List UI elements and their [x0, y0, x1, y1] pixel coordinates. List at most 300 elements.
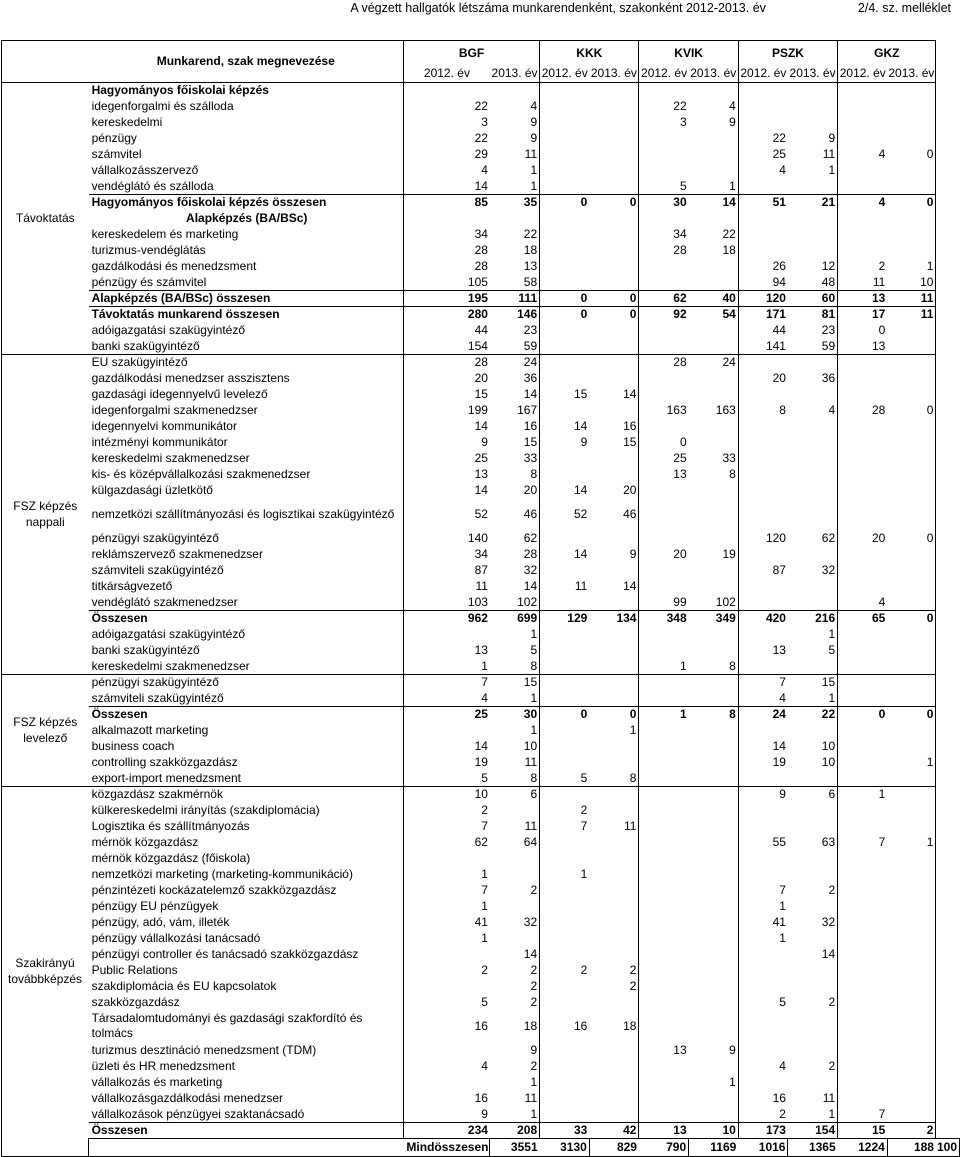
- value-cell: [887, 850, 936, 866]
- programme-label: titkárságvezető: [89, 578, 404, 594]
- value-cell: [838, 770, 888, 786]
- value-cell: [540, 402, 590, 418]
- value-cell: [838, 354, 888, 370]
- value-cell: [788, 1042, 838, 1058]
- value-cell: [639, 882, 689, 898]
- value-cell: [689, 962, 739, 978]
- value-cell: 0: [589, 706, 639, 722]
- programme-label: gazdálkodási és menedzsment: [89, 258, 404, 274]
- value-cell: [887, 1058, 936, 1074]
- value-cell: 20: [673, 547, 687, 561]
- table-row: [2, 658, 960, 674]
- value-cell: 9: [589, 546, 639, 562]
- value-cell: [689, 258, 739, 274]
- value-cell: [887, 178, 936, 194]
- value-cell: [838, 482, 888, 498]
- programme-label: mérnök közgazdász (főiskola): [89, 850, 404, 866]
- value-cell: [838, 370, 888, 386]
- value-cell: 699: [490, 610, 540, 626]
- value-cell: 140: [467, 531, 488, 545]
- group-label: Szakirányú továbbképzés: [2, 786, 89, 1156]
- value-cell: 3130: [540, 1138, 590, 1156]
- value-cell: [540, 642, 590, 658]
- value-cell: [689, 162, 739, 178]
- value-cell: [887, 738, 936, 754]
- table-row: [2, 898, 960, 914]
- value-cell: 2: [490, 882, 540, 898]
- value-cell: 2: [589, 978, 639, 994]
- table-row: [2, 418, 960, 434]
- value-cell: 8: [689, 706, 739, 722]
- value-cell: [639, 562, 689, 578]
- value-cell: 4: [481, 1059, 488, 1073]
- value-cell: [540, 242, 590, 258]
- value-cell: [689, 370, 739, 386]
- programme-label: idegenforgalmi szakmenedzser: [89, 402, 404, 418]
- programme-label: pénzügy, adó, vám, illeték: [89, 914, 404, 930]
- value-cell: [887, 466, 936, 482]
- value-cell: 16: [474, 1019, 488, 1033]
- programme-label: pénzügy vállalkozási tanácsadó: [89, 930, 404, 946]
- value-cell: 28: [871, 403, 886, 417]
- value-cell: 7: [481, 883, 488, 897]
- value-cell: 10: [490, 738, 540, 754]
- programme-label: vállalkozásszervező: [89, 162, 404, 178]
- value-cell: [540, 882, 590, 898]
- value-cell: [887, 242, 936, 258]
- value-cell: 0: [887, 706, 936, 722]
- value-cell: 11: [574, 579, 588, 593]
- value-cell: [887, 962, 936, 978]
- value-cell: [589, 754, 639, 770]
- value-cell: 11: [872, 274, 886, 289]
- value-cell: 4: [779, 163, 786, 177]
- year-header: 2013. év: [887, 64, 936, 82]
- programme-label: business coach: [89, 738, 404, 754]
- group-label: FSZ képzés nappali: [2, 354, 89, 674]
- programme-label: vendéglátó és szálloda: [89, 178, 404, 194]
- value-cell: 11: [490, 146, 540, 162]
- total-label: Távoktatás munkarend összesen: [89, 306, 404, 322]
- value-cell: [490, 82, 540, 98]
- value-cell: [540, 130, 590, 146]
- value-cell: [838, 866, 888, 882]
- programme-label: adóigazgatási szakügyintéző: [89, 626, 404, 642]
- value-cell: [589, 562, 639, 578]
- value-cell: 11: [490, 818, 540, 834]
- value-cell: [887, 930, 936, 946]
- value-cell: 208: [490, 1122, 540, 1138]
- value-cell: [639, 914, 689, 930]
- value-cell: 102: [689, 594, 739, 610]
- table-row: [2, 642, 960, 658]
- table-row: [2, 498, 960, 530]
- value-cell: [788, 578, 838, 594]
- value-cell: [887, 98, 936, 114]
- value-cell: 5: [679, 178, 687, 193]
- value-cell: [589, 1058, 639, 1074]
- value-cell: [838, 546, 888, 562]
- value-cell: [589, 178, 639, 194]
- value-cell: [887, 1090, 936, 1106]
- value-cell: 54: [689, 306, 739, 322]
- value-cell: [788, 594, 838, 610]
- value-cell: 11: [788, 146, 838, 162]
- value-cell: 7: [878, 1106, 886, 1121]
- value-cell: 1: [878, 787, 886, 802]
- value-cell: 111: [490, 290, 540, 306]
- value-cell: [788, 450, 838, 466]
- value-cell: [689, 866, 739, 882]
- programme-label: pénzügy: [89, 130, 404, 146]
- value-cell: [540, 354, 590, 370]
- value-cell: 10: [887, 274, 936, 290]
- year-header: 2013. év: [689, 64, 739, 82]
- value-cell: [788, 82, 838, 98]
- table-row: [2, 978, 960, 994]
- value-cell: 36: [490, 370, 540, 386]
- value-cell: 2: [887, 1122, 936, 1138]
- col-group-kvik: KVIK: [639, 41, 738, 65]
- value-cell: 3551: [490, 1138, 540, 1156]
- value-cell: 33: [540, 1122, 590, 1138]
- value-cell: [689, 674, 739, 690]
- value-cell: 1: [490, 162, 540, 178]
- value-cell: [788, 770, 838, 786]
- value-cell: [738, 546, 788, 562]
- value-cell: [738, 946, 788, 962]
- value-cell: [887, 162, 936, 178]
- value-cell: 12: [788, 258, 838, 274]
- value-cell: 34: [474, 227, 488, 241]
- value-cell: [838, 1010, 888, 1042]
- value-cell: [639, 642, 689, 658]
- value-cell: [589, 322, 639, 338]
- value-cell: 28: [474, 243, 488, 257]
- value-cell: [589, 226, 639, 242]
- value-cell: [838, 818, 888, 834]
- value-cell: 0: [589, 194, 639, 210]
- value-cell: [589, 466, 639, 482]
- section-subheading: Alapképzés (BA/BSc): [89, 210, 404, 226]
- value-cell: [639, 850, 689, 866]
- value-cell: 120: [738, 290, 788, 306]
- table-row: [2, 738, 960, 754]
- value-cell: 3: [679, 115, 687, 129]
- value-cell: [738, 114, 788, 130]
- value-cell: [838, 690, 888, 706]
- value-cell: 94: [772, 274, 786, 289]
- value-cell: [887, 418, 936, 434]
- value-cell: 154: [403, 338, 490, 354]
- value-cell: 1: [580, 867, 588, 881]
- value-cell: [838, 674, 888, 690]
- value-cell: [788, 482, 838, 498]
- value-cell: [738, 466, 788, 482]
- value-cell: [838, 162, 888, 178]
- value-cell: [838, 434, 888, 450]
- value-cell: 13: [838, 290, 888, 306]
- value-cell: [403, 978, 490, 994]
- table-row: [2, 98, 960, 114]
- value-cell: [540, 754, 590, 770]
- value-cell: 2: [878, 259, 886, 273]
- value-cell: 9: [788, 130, 838, 146]
- value-cell: [540, 722, 590, 738]
- value-cell: [838, 466, 888, 482]
- programme-label: számvitel: [89, 146, 404, 162]
- programme-label: szakdiplomácia és EU kapcsolatok: [89, 978, 404, 994]
- value-cell: [838, 578, 888, 594]
- value-cell: 14: [589, 578, 639, 594]
- value-cell: [589, 210, 639, 226]
- value-cell: [689, 1106, 739, 1122]
- table-row: [2, 482, 960, 498]
- table-row: [2, 722, 960, 738]
- value-cell: [788, 418, 838, 434]
- value-cell: [887, 770, 936, 786]
- year-header: 2012. év: [403, 64, 490, 82]
- value-cell: 5: [403, 770, 490, 786]
- value-cell: 8: [490, 770, 540, 786]
- value-cell: [838, 210, 888, 226]
- value-cell: [788, 978, 838, 994]
- value-cell: [639, 818, 689, 834]
- value-cell: [589, 738, 639, 754]
- value-cell: [689, 850, 739, 866]
- value-cell: [788, 658, 838, 674]
- value-cell: 163: [666, 403, 687, 417]
- value-cell: [887, 354, 936, 370]
- value-cell: [738, 98, 788, 114]
- value-cell: [738, 1042, 788, 1058]
- table-row: [2, 770, 960, 786]
- group-label: FSZ képzés levelező: [2, 674, 89, 786]
- value-cell: 19: [474, 755, 488, 769]
- year-header: 2012. év: [540, 64, 590, 82]
- value-cell: [639, 802, 689, 818]
- value-cell: 0: [887, 610, 936, 626]
- value-cell: [788, 434, 838, 450]
- value-cell: 7: [481, 675, 488, 690]
- value-cell: 790: [639, 1138, 689, 1156]
- programme-label: kereskedelmi szakmenedzser: [89, 450, 404, 466]
- value-cell: [589, 98, 639, 114]
- value-cell: 16: [573, 1019, 588, 1033]
- value-cell: [838, 114, 888, 130]
- programme-label: pénzügyi szakügyintéző: [89, 674, 404, 690]
- value-cell: [887, 802, 936, 818]
- value-cell: 55: [772, 835, 786, 849]
- value-cell: 35: [490, 194, 540, 210]
- value-cell: [838, 1074, 888, 1090]
- programme-label: számviteli szakügyintéző: [89, 690, 404, 706]
- value-cell: [838, 978, 888, 994]
- value-cell: 22: [474, 131, 488, 145]
- value-cell: [738, 866, 788, 882]
- value-cell: [639, 770, 689, 786]
- value-cell: [403, 1042, 490, 1058]
- value-cell: 163: [689, 402, 739, 418]
- value-cell: 22: [689, 226, 739, 242]
- value-cell: [689, 882, 739, 898]
- value-cell: 1016: [738, 1138, 788, 1156]
- value-cell: [639, 258, 689, 274]
- value-cell: 5: [788, 642, 838, 658]
- table-row: [2, 834, 960, 850]
- table-row: [2, 354, 960, 370]
- value-cell: [887, 434, 936, 450]
- value-cell: 14: [474, 419, 488, 433]
- table-row: [2, 850, 960, 866]
- value-cell: [738, 1074, 788, 1090]
- programme-label: alkalmazott marketing: [89, 722, 404, 738]
- value-cell: 10: [788, 738, 838, 754]
- table-row: [2, 194, 960, 210]
- programme-label: reklámszervező szakmenedzser: [89, 546, 404, 562]
- value-cell: [540, 930, 590, 946]
- value-cell: 13: [474, 643, 488, 657]
- value-cell: [689, 994, 739, 1010]
- value-cell: [788, 722, 838, 738]
- value-cell: [540, 914, 590, 930]
- table-row: [2, 1042, 960, 1058]
- value-cell: 195: [403, 290, 490, 306]
- total-label: Összesen: [89, 1122, 404, 1138]
- value-cell: [689, 1010, 739, 1042]
- value-cell: [738, 818, 788, 834]
- value-cell: 9: [490, 114, 540, 130]
- value-cell: 14: [573, 419, 588, 433]
- table-row: [2, 914, 960, 930]
- value-cell: [887, 674, 936, 690]
- value-cell: [838, 1058, 888, 1074]
- value-cell: [788, 866, 838, 882]
- table-row: [2, 274, 960, 290]
- value-cell: 14: [573, 483, 588, 497]
- value-cell: 8: [689, 658, 739, 674]
- value-cell: [887, 642, 936, 658]
- value-cell: 0: [887, 194, 936, 210]
- value-cell: 0: [878, 323, 886, 337]
- value-cell: [639, 322, 689, 338]
- table-row: [2, 178, 960, 194]
- programme-label: gazdálkodási menedzser asszisztens: [89, 370, 404, 386]
- value-cell: 9: [490, 130, 540, 146]
- empty-group-cell: [89, 1138, 404, 1156]
- page-reference: 2/4. sz. melléklet: [857, 1, 951, 15]
- value-cell: [540, 162, 590, 178]
- value-cell: [887, 722, 936, 738]
- value-cell: [540, 994, 590, 1010]
- value-cell: [589, 866, 639, 882]
- value-cell: [738, 386, 788, 402]
- value-cell: [589, 114, 639, 130]
- programme-label: nemzetközi marketing (marketing-kommunikáció): [89, 866, 404, 882]
- value-cell: 2: [481, 803, 488, 817]
- value-cell: [738, 354, 788, 370]
- value-cell: [639, 482, 689, 498]
- col-group-gkz: GKZ: [838, 41, 936, 65]
- value-cell: 81: [788, 306, 838, 322]
- value-cell: [589, 1090, 639, 1106]
- value-cell: [838, 450, 888, 466]
- value-cell: 33: [689, 450, 739, 466]
- value-cell: [639, 1058, 689, 1074]
- value-cell: 1: [490, 722, 540, 738]
- value-cell: [639, 834, 689, 850]
- value-cell: [887, 562, 936, 578]
- value-cell: 14: [788, 946, 838, 962]
- value-cell: 15: [788, 674, 838, 690]
- value-cell: [589, 242, 639, 258]
- value-cell: [887, 978, 936, 994]
- value-cell: 2: [580, 803, 588, 817]
- table-row: [2, 146, 960, 162]
- value-cell: 22: [788, 706, 838, 722]
- value-cell: [540, 1058, 590, 1074]
- value-cell: 62: [490, 530, 540, 546]
- value-cell: 64: [490, 834, 540, 850]
- table-row: [2, 1090, 960, 1106]
- value-cell: [589, 994, 639, 1010]
- value-cell: 0: [540, 306, 590, 322]
- total-label: Összesen: [89, 610, 404, 626]
- value-cell: [689, 930, 739, 946]
- value-cell: 0: [887, 530, 936, 546]
- table-row: [2, 466, 960, 482]
- value-cell: 10: [689, 1122, 739, 1138]
- value-cell: [838, 802, 888, 818]
- value-cell: 14: [490, 386, 540, 402]
- value-cell: [788, 242, 838, 258]
- value-cell: [540, 114, 590, 130]
- value-cell: [639, 738, 689, 754]
- corner-cell: [2, 41, 89, 65]
- value-cell: [403, 82, 490, 98]
- value-cell: 9: [481, 435, 488, 449]
- value-cell: 10: [788, 754, 838, 770]
- value-cell: [639, 626, 689, 642]
- value-cell: [738, 578, 788, 594]
- value-cell: 62: [474, 835, 488, 849]
- value-cell: 8: [589, 770, 639, 786]
- value-cell: 32: [788, 914, 838, 930]
- value-cell: 11: [887, 290, 936, 306]
- value-cell: [589, 1106, 639, 1122]
- table-row: [2, 1010, 960, 1042]
- value-cell: 5: [540, 770, 590, 786]
- value-cell: [887, 498, 936, 530]
- value-cell: 7: [779, 675, 786, 690]
- value-cell: [689, 834, 739, 850]
- value-cell: [589, 338, 639, 354]
- value-cell: [689, 754, 739, 770]
- table-row: [2, 610, 960, 626]
- value-cell: [490, 930, 540, 946]
- value-cell: 2: [779, 1106, 786, 1121]
- value-cell: 1: [481, 899, 488, 913]
- value-cell: 36: [788, 370, 838, 386]
- value-cell: 99: [673, 594, 687, 609]
- value-cell: [738, 658, 788, 674]
- value-cell: 1: [788, 1106, 838, 1122]
- value-cell: [838, 1090, 888, 1106]
- value-cell: 1: [490, 1106, 540, 1122]
- value-cell: [639, 82, 689, 98]
- value-cell: 14: [689, 194, 739, 210]
- value-cell: [540, 450, 590, 466]
